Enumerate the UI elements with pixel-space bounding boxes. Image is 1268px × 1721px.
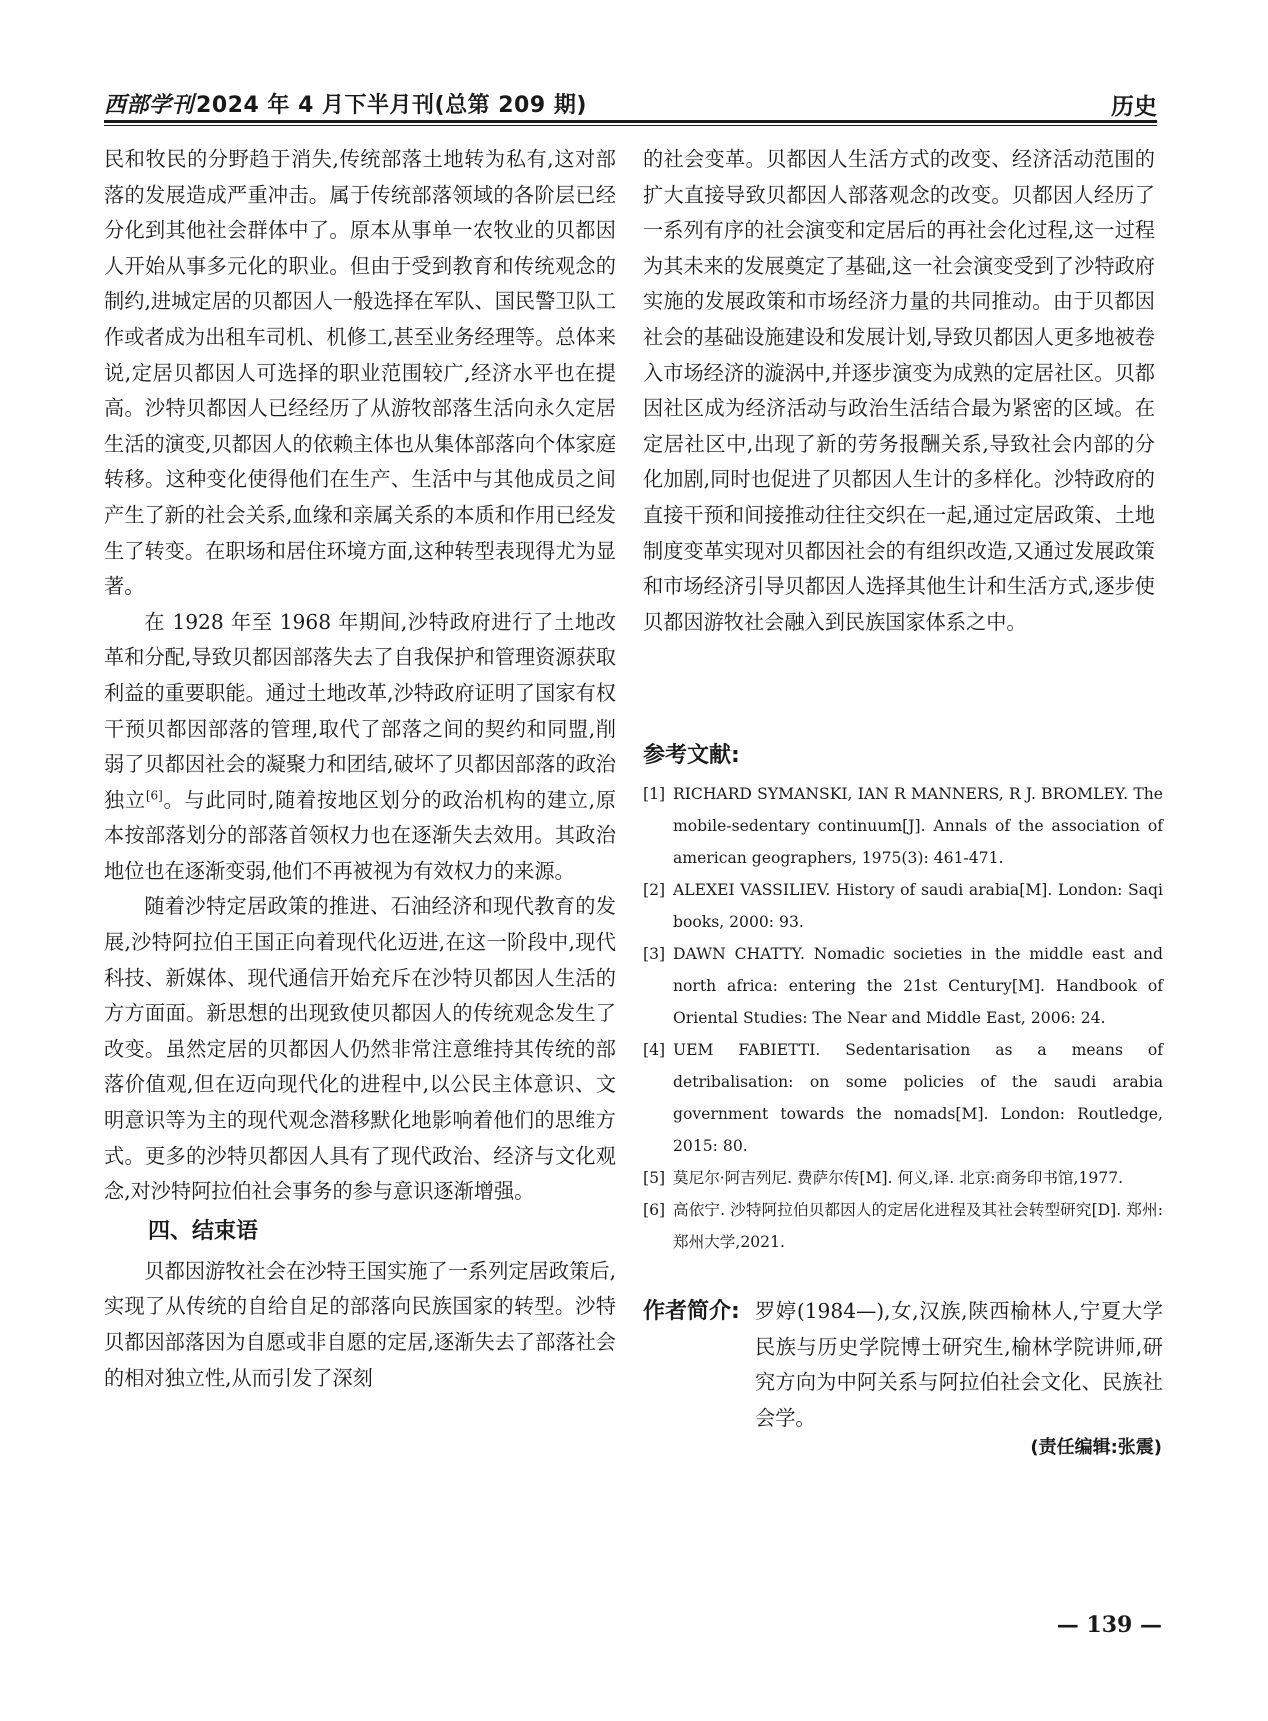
- issue-info: 2024 年 4 月下半月刊(总第 209 期): [196, 93, 587, 118]
- citation: [6]: [145, 787, 163, 802]
- reference-item: [643, 1162, 1163, 1194]
- author-bio: [643, 1294, 1163, 1436]
- journal-logo: 西部学刊: [104, 92, 195, 118]
- reference-number: [6]: [643, 1201, 666, 1219]
- reference-item: [643, 1034, 1163, 1162]
- right-column: [643, 142, 1155, 640]
- reference-number: [3]: [643, 945, 666, 963]
- reference-text: ALEXEI VASSILIEV. History of saudi arabia[M]. London: Saqi books, 2000: 93.: [673, 881, 1163, 931]
- reference-number: [2]: [643, 881, 666, 899]
- paragraph: 的社会变革。贝都因人生活方式的改变、经济活动范围的扩大直接导致贝都因人部落观念的改变。贝都因人经历了一系列有序的社会演变和定居后的再社会化过程,这一过程为其未来的发展奠定了基础,这一社会演变受到了沙特政府实施的发展政策和市场经济力量的共同推动。由于贝都因社会的基础设施建设和发展计划,导致贝都因人更多地被卷入市场经济的漩涡中,并逐步演变为成熟的定居社区。贝都因社区成为经济活动与政治生活结合最为紧密的区域。在定居社区中,出现了新的劳务报酬关系,导致社会内部的分化加剧,同时也促进了贝都因人生计的多样化。沙特政府的直接干预和间接推动往往交织在一起,通过定居政策、土地制度变革实现对贝都因社会的有组织改造,又通过发展政策和市场经济引导贝都因人选择其他生计和生活方式,逐步使贝都因游牧社会融入到民族国家体系之中。: [643, 147, 1155, 634]
- reference-text: 莫尼尔·阿吉列尼. 费萨尔传[M]. 何义,译. 北京:商务印书馆,1977.: [673, 1169, 1124, 1187]
- page-number: — 139 —: [1056, 1612, 1162, 1638]
- section-name: 历史: [1111, 94, 1157, 120]
- reference-number: [4]: [643, 1041, 666, 1059]
- header-rule-thin: [104, 125, 1157, 126]
- paragraph: [104, 605, 616, 890]
- reference-number: [1]: [643, 785, 666, 803]
- responsible-editor: (责任编辑:张震): [1030, 1437, 1162, 1458]
- reference-text: RICHARD SYMANSKI, IAN R MANNERS, R J. BROMLEY. The mobile-sedentary continuum[J]. Annals of the association of american geographers, 1975(3): 461-471.: [673, 785, 1163, 867]
- author-bio-text: 罗婷(1984—),女,汉族,陕西榆林人,宁夏大学民族与历史学院博士研究生,榆林学院讲师,研究方向为中阿关系与阿拉伯社会文化、民族社会学。: [755, 1299, 1163, 1430]
- reference-text: UEM FABIETTI. Sedentarisation as a means of detribalisation: on some policies of the saudi arabia government towards the nomads[M]. London: Routledge, 2015: 80.: [673, 1041, 1163, 1155]
- reference-item: [643, 1194, 1163, 1258]
- paragraph: 贝都因游牧社会在沙特王国实施了一系列定居政策后,实现了从传统的自给自足的部落向民族国家的转型。沙特贝都因部落因为自愿或非自愿的定居,逐渐失去了部落社会的相对独立性,从而引发了深刻: [104, 1258, 616, 1390]
- paragraph-text: 在 1928 年至 1968 年期间,沙特政府进行了土地改革和分配,导致贝都因部落失去了自我保护和管理资源获取利益的重要职能。通过土地改革,沙特政府证明了国家有权干预贝都因部落的管理,取代了部落之间的契约和同盟,削弱了贝都因社会的凝聚力和团结,破坏了贝都因部落的政治独立: [104, 609, 616, 812]
- reference-item: [643, 874, 1163, 938]
- section-heading: 四、结束语: [148, 1218, 259, 1244]
- reference-item: [643, 938, 1163, 1034]
- left-column: [104, 142, 616, 1396]
- references-list: [643, 778, 1163, 1258]
- journal-header: [104, 88, 587, 119]
- paragraph-text: 。与此同时,随着按地区划分的政治机构的建立,原本按部落划分的部落首领权力也在逐渐失去效用。其政治地位也在逐渐变弱,他们不再被视为有效权力的来源。: [104, 787, 616, 883]
- author-bio-label: 作者简介:: [643, 1299, 740, 1324]
- reference-text: 高依宁. 沙特阿拉伯贝都因人的定居化进程及其社会转型研究[D]. 郑州:郑州大学,2021.: [673, 1201, 1163, 1251]
- reference-item: [643, 778, 1163, 874]
- paragraph: 随着沙特定居政策的推进、石油经济和现代教育的发展,沙特阿拉伯王国正向着现代化迈进,在这一阶段中,现代科技、新媒体、现代通信开始充斥在沙特贝都因人生活的方方面面。新思想的出现致使贝都因人的传统观念发生了改变。虽然定居的贝都因人仍然非常注意维持其传统的部落价值观,但在迈向现代化的进程中,以公民主体意识、文明意识等为主的现代观念潜移默化地影响着他们的思维方式。更多的沙特贝都因人具有了现代政治、经济与文化观念,对沙特阿拉伯社会事务的参与意识逐渐增强。: [104, 894, 616, 1204]
- paragraph: 民和牧民的分野趋于消失,传统部落土地转为私有,这对部落的发展造成严重冲击。属于传统部落领域的各阶层已经分化到其他社会群体中了。原本从事单一农牧业的贝都因人开始从事多元化的职业。但由于受到教育和传统观念的制约,进城定居的贝都因人一般选择在军队、国民警卫队工作或者成为出租车司机、机修工,甚至业务经理等。总体来说,定居贝都因人可选择的职业范围较广,经济水平也在提高。沙特贝都因人已经经历了从游牧部落生活向永久定居生活的演变,贝都因人的依赖主体也从集体部落向个体家庭转移。这种变化使得他们在生产、生活中与其他成员之间产生了新的社会关系,血缘和亲属关系的本质和作用已经发生了转变。在职场和居住环境方面,这种转型表现得尤为显著。: [104, 147, 616, 599]
- reference-text: DAWN CHATTY. Nomadic societies in the middle east and north africa: entering the 21st Century[M]. Handbook of Oriental Studies: The Near and Middle East, 2006: 24.: [673, 945, 1163, 1027]
- running-header: [104, 84, 1157, 124]
- header-rule-thick: [104, 120, 1157, 123]
- reference-number: [5]: [643, 1169, 666, 1187]
- references-title: 参考文献:: [643, 743, 740, 768]
